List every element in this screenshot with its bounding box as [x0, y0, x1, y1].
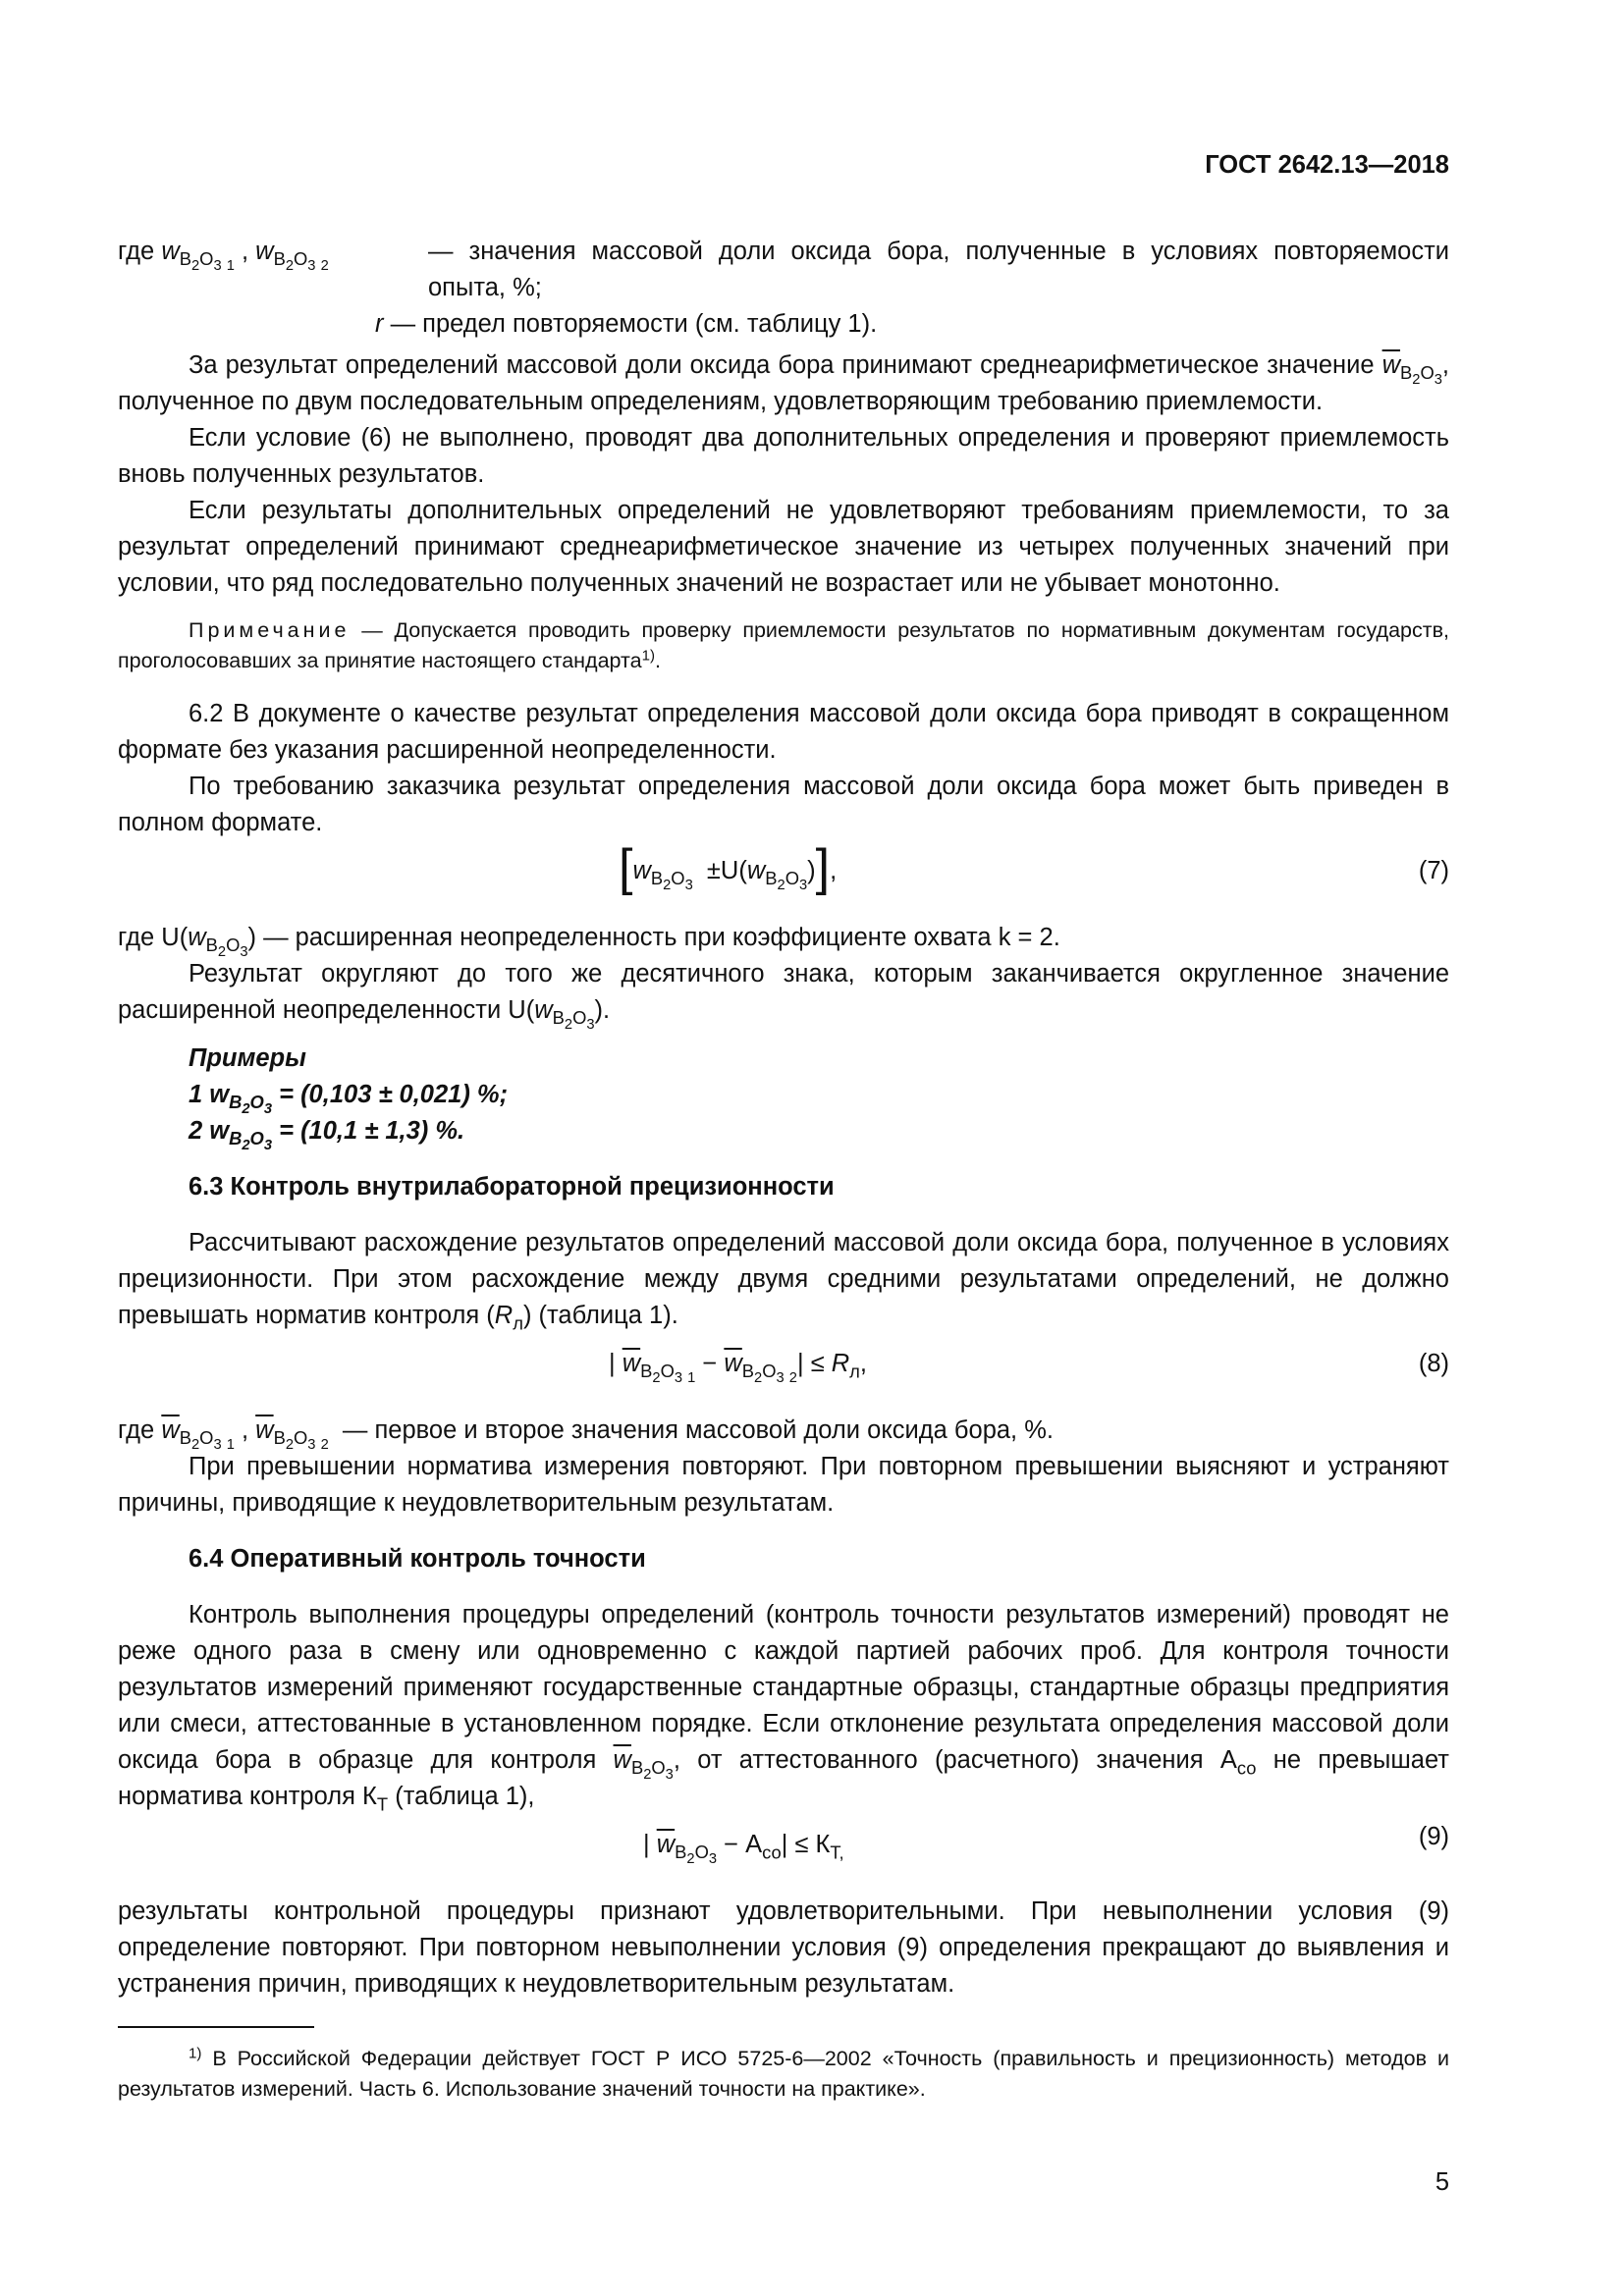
paragraph: Если результаты дополнительных определений не удовлетворяют требованиям приемлемости, то за результат определений принимают среднеарифметическое значение из четырех полученных значений при условии, что ряд последовательно полученных значений не возрастает или не убывает монотонно. — [118, 497, 1449, 597]
paragraph: Результат округляют до того же десятичного знака, которым заканчивается округленное значение расширенной неопределенности $U(w_{B_2O_3})$. — [118, 960, 1449, 1034]
paragraph: Контроль выполнения процедуры определений (контроль точности результатов измерений) проводят не реже одного раза в смену или одновременно с каждой партией рабочих проб. Для контроля точности результатов измерений применяют государственные стандартные образцы, стандартные образцы предприятия или смеси, аттестованные в установленном порядке. Если отклонение результата определения массовой доли оксида бора в образце для контроля $\overline{w}_{B_2O_3}$, от аттестованного (расчетного) значения $А_{со}$ не превышает норматива контроля $К_Т$ (таблица 1), — [118, 1601, 1449, 1815]
formula-number: (9) — [1418, 1823, 1449, 1850]
formula-expression: $[w_{B_2O_3} \pm U(w_{B_2O_3})]$, — [619, 839, 838, 896]
paragraph: По требованию заказчика результат определения массовой доли оксида бора может быть приведен в полном формате. — [118, 773, 1449, 836]
formula-9 — [118, 1815, 1449, 1894]
paragraph: За результат определений массовой доли оксида бора принимают среднеарифметическое значение $\overline{w}_{B_2O_3}$, полученное по двум последовательным определениям, удовлетворяющим требованию приемлемости. — [118, 351, 1449, 415]
section-heading-6-4: 6.4 Оперативный контроль точности — [189, 1545, 646, 1573]
where-block-repeatability — [118, 234, 1449, 342]
formula-7 — [118, 841, 1449, 920]
where-definition-r: r — предел повторяемости (см. таблицу 1). — [375, 310, 878, 338]
formula-expression: | $\overline{w}_{B_2O_3} - А_{со}| \le К_{Т,}$ — [643, 1831, 844, 1868]
paragraph: Рассчитывают расхождение результатов определений массовой доли оксида бора, полученное в условиях прецизионности. При этом расхождение между двумя средними результатами определений, не должно превышать норматив контроля $(R_л)$ (таблица 1). — [118, 1229, 1449, 1334]
note: Примечание — Допускается проводить проверку приемлемости результатов по нормативным документам государств, проголосовавших за принятие настоящего стандарта$^{1)}$. — [118, 618, 1449, 672]
page-number: 5 — [1435, 2168, 1449, 2196]
formula-expression: | $\overline{w}_{B_2O_3 _1} - \overline{w}_{B_2O_3 _2}| \le R_л$, — [609, 1350, 867, 1387]
formula-number: (8) — [1418, 1350, 1449, 1377]
document-code: ГОСТ 2642.13—2018 — [1205, 151, 1449, 179]
paragraph: результаты контрольной процедуры признают удовлетворительными. При невыполнении условия (9) определение повторяют. При повторном невыполнении условия (9) определения прекращают до выявления и устранения причин, приводящих к неудовлетворительным результатам. — [118, 1897, 1449, 1998]
where-label: где $w_{B_2O_3 _1}$ , $w_{B_2O_3 _2}$ — [118, 238, 329, 275]
examples-title: Примеры — [189, 1044, 306, 1072]
paragraph: При превышении норматива измерения повторяют. При повторном превышении выясняют и устраняют причины, приводящие к неудовлетворительным результатам. — [118, 1453, 1449, 1517]
where-definition: — значения массовой доли оксида бора, полученные в условиях повторяемости опыта, %; — [428, 238, 1449, 301]
section-heading-6-3: 6.3 Контроль внутрилабораторной прецизионности — [189, 1173, 835, 1201]
formula-8 — [118, 1334, 1449, 1413]
where-uncertainty: где $U(w_{B_2O_3})$ — расширенная неопределенность при коэффициенте охвата k = 2. — [118, 924, 1060, 961]
footnote: $^{1)}$ В Российской Федерации действует ГОСТ Р ИСО 5725-6—2002 «Точность (правильность и прецизионность) методов и результатов измерений. Часть 6. Использование значений точности на практике». — [118, 2045, 1449, 2101]
paragraph: Если условие (6) не выполнено, проводят два дополнительных определения и проверяют приемлемость вновь полученных результатов. — [118, 424, 1449, 488]
example-item: 1 $w_{B_2O_3} = (0,103 \pm 0,021)$ %; — [189, 1081, 509, 1118]
formula-number: (7) — [1418, 857, 1449, 884]
where-means: где $\overline{w}_{B_2O_3 _1}$ , $\overline{w}_{B_2O_3 _2}$ — первое и второе значения массовой доли оксида бора, %. — [118, 1416, 1054, 1454]
example-item: 2 $w_{B_2O_3} = (10,1 \pm 1,3)$ %. — [189, 1117, 465, 1154]
footnote-divider — [118, 2026, 314, 2028]
paragraph: 6.2 В документе о качестве результат определения массовой доли оксида бора приводят в сокращенном формате без указания расширенной неопределенности. — [118, 700, 1449, 764]
